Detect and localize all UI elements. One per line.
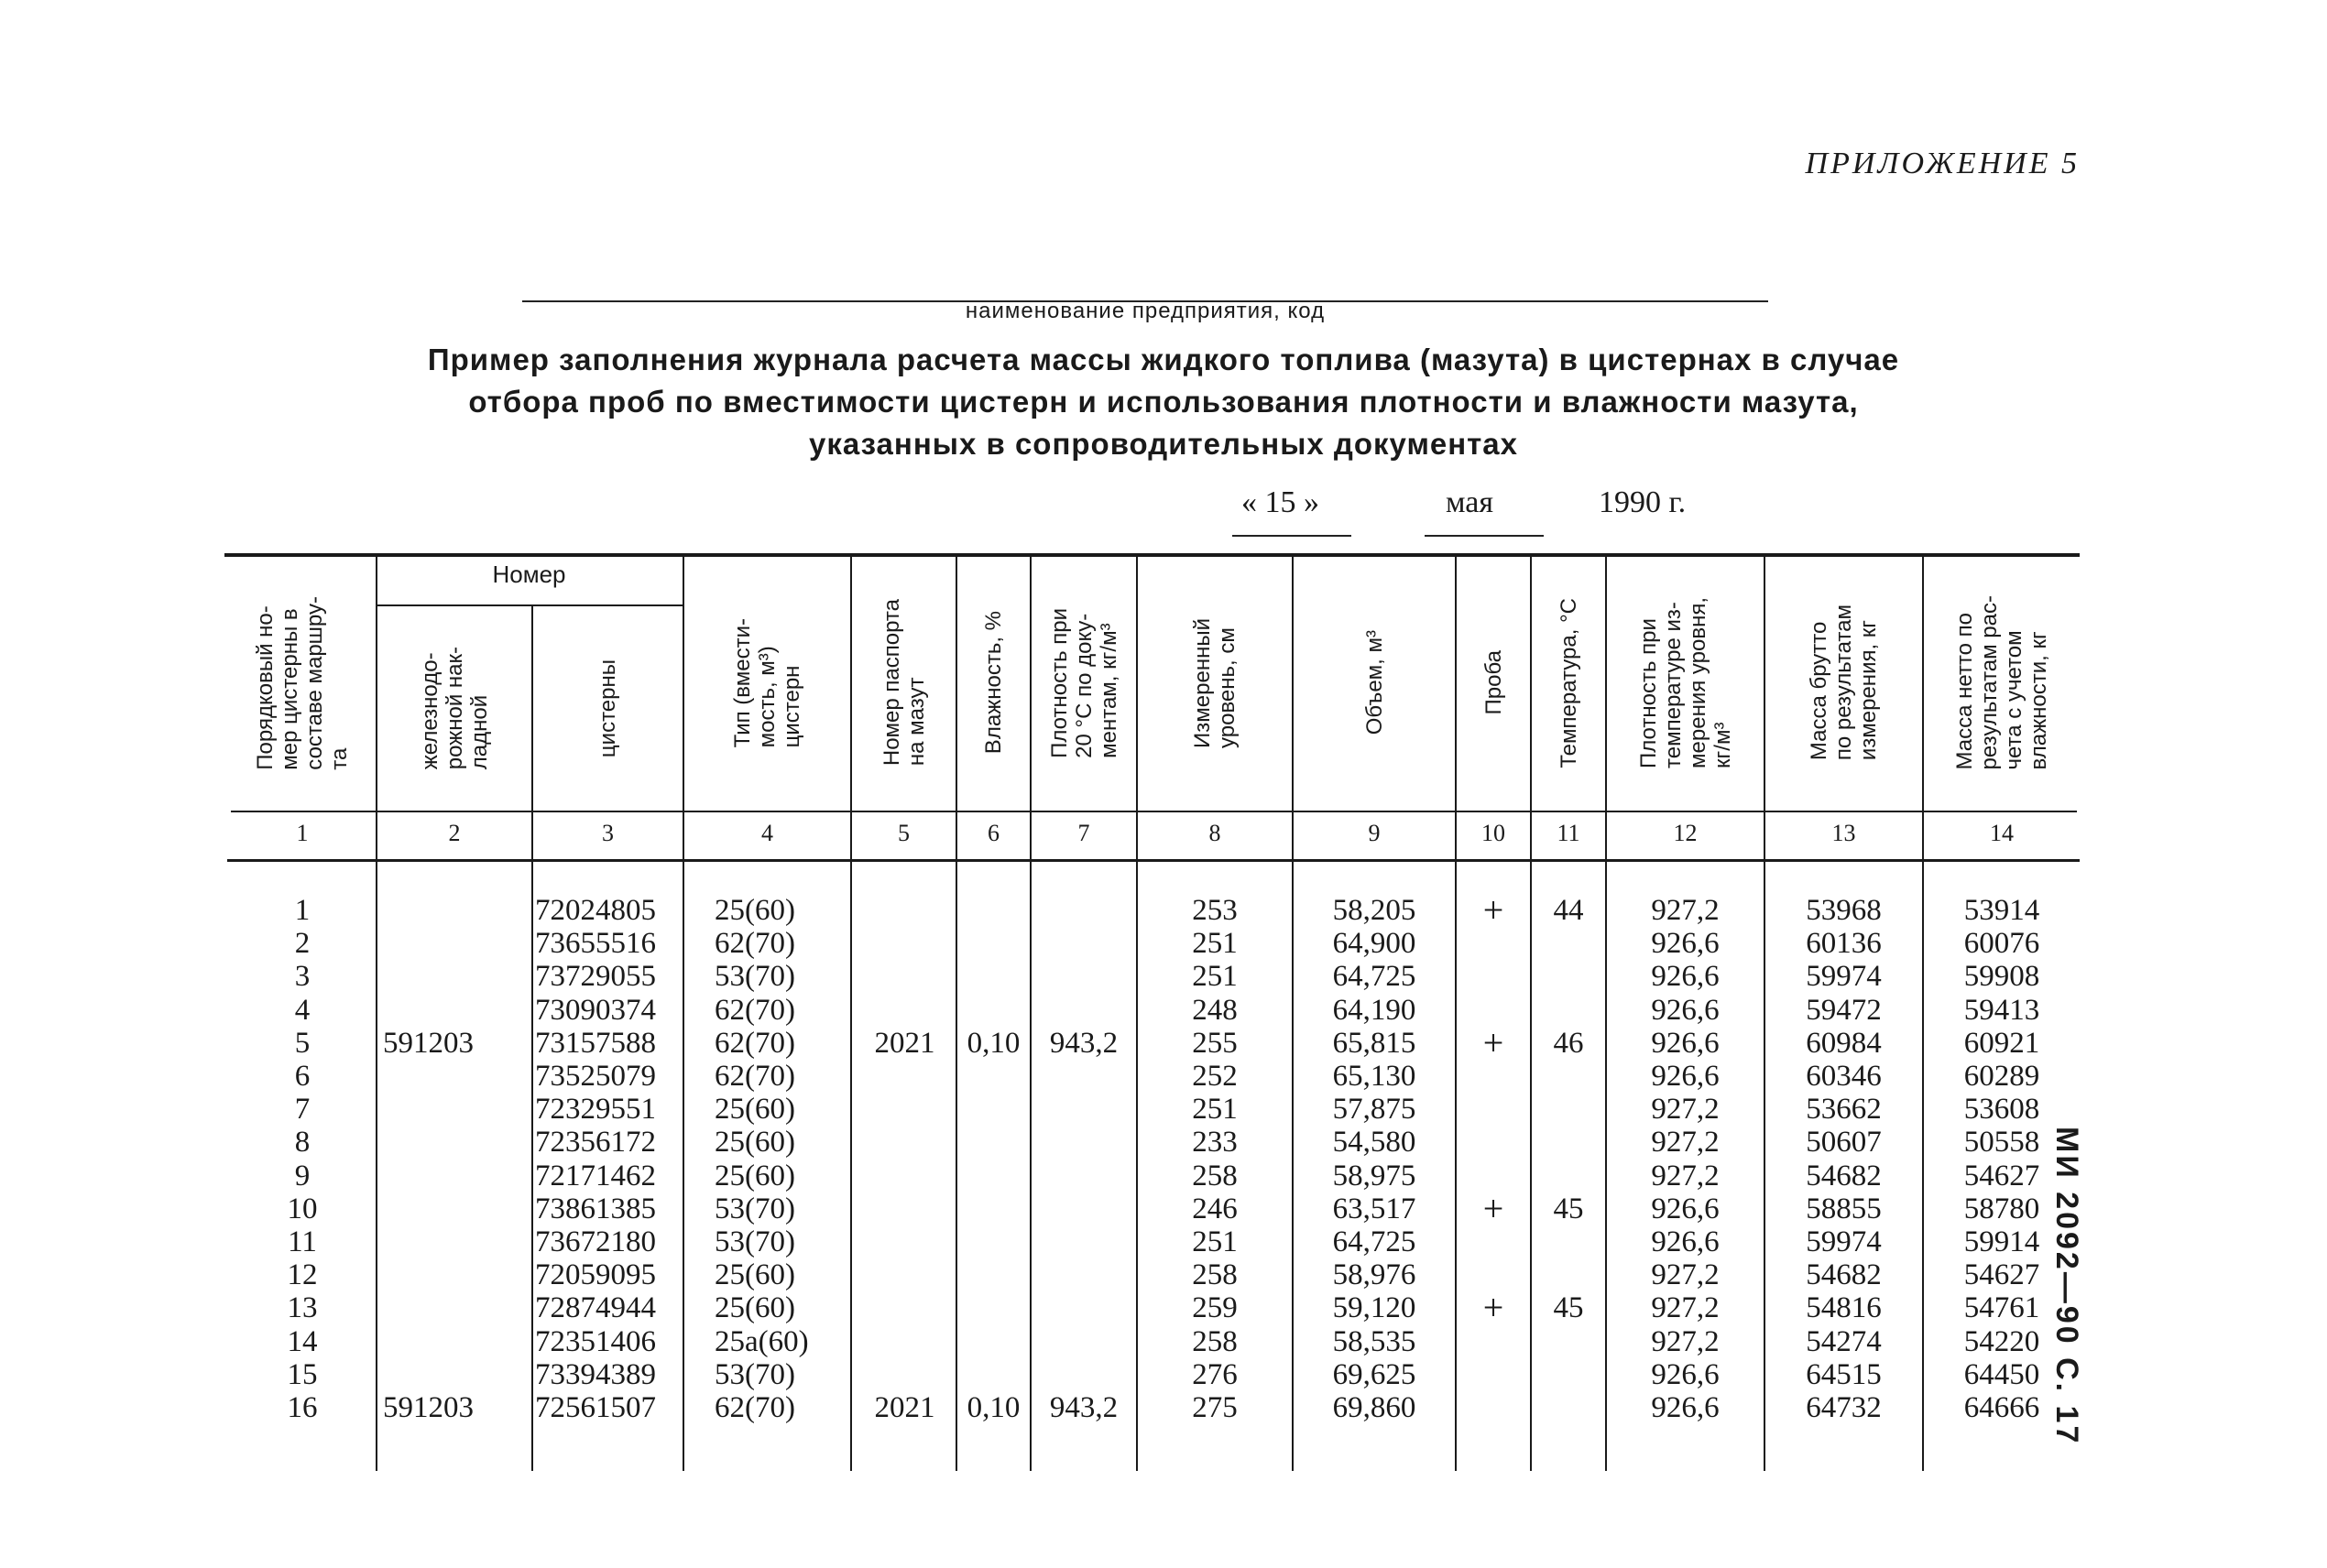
table-cell-dens-meas: 926,6 xyxy=(1651,1357,1720,1391)
table-cell-gross: 54682 xyxy=(1806,1258,1882,1292)
table-cell-tank: 73655516 xyxy=(535,927,656,961)
column-header-4: Тип (вмести- мость, м³) цистерн xyxy=(730,617,804,748)
table-cell-tank: 73525079 xyxy=(535,1060,656,1093)
table-cell-dens-meas: 926,6 xyxy=(1651,1060,1720,1093)
table-cell-dens-meas: 927,2 xyxy=(1651,894,1720,927)
table-cell-tank: 72351406 xyxy=(535,1324,656,1358)
table-cell-dens-meas: 927,2 xyxy=(1651,1324,1720,1358)
table-cell-type: 62(70) xyxy=(715,993,795,1027)
table-cell-type: 25(60) xyxy=(715,1159,795,1192)
table-cell-gross: 59974 xyxy=(1806,960,1882,994)
table-cell-tank: 72874944 xyxy=(535,1291,656,1325)
table-cell-tank: 73729055 xyxy=(535,960,656,994)
table-cell-gross: 53662 xyxy=(1806,1093,1882,1127)
table-cell-dens-meas: 927,2 xyxy=(1651,1258,1720,1292)
table-cell-level: 248 xyxy=(1192,993,1238,1027)
table-cell-temp: 45 xyxy=(1553,1192,1584,1225)
table-cell-level: 252 xyxy=(1192,1060,1238,1093)
table-cell-volume: 69,625 xyxy=(1332,1357,1416,1391)
table-cell-dens-meas: 927,2 xyxy=(1651,1093,1720,1127)
column-number-5: 5 xyxy=(898,820,910,846)
table-cell-n: 10 xyxy=(287,1192,318,1225)
table-cell-level: 258 xyxy=(1192,1159,1238,1192)
table-cell-type: 62(70) xyxy=(715,1060,795,1093)
table-cell-type: 25(60) xyxy=(715,1126,795,1160)
table-cell-net: 60921 xyxy=(1963,1026,2040,1060)
table-cell-volume: 64,900 xyxy=(1332,927,1416,961)
table-cell-waybill: 591203 xyxy=(383,1391,474,1424)
table-cell-volume: 65,815 xyxy=(1332,1026,1416,1060)
table-cell-type: 62(70) xyxy=(715,1391,795,1424)
table-cell-waybill: 591203 xyxy=(383,1026,474,1060)
column-number-2: 2 xyxy=(448,820,461,846)
table-cell-n: 11 xyxy=(288,1225,317,1258)
table-cell-tank: 72329551 xyxy=(535,1093,656,1127)
column-header-5: Номер паспорта на мазут xyxy=(879,599,929,767)
table-cell-gross: 60346 xyxy=(1806,1060,1882,1093)
date-month-underline xyxy=(1425,535,1544,537)
table-cell-n: 1 xyxy=(294,894,311,927)
table-cell-net: 54220 xyxy=(1963,1324,2040,1358)
table-cell-net: 54627 xyxy=(1963,1258,2040,1292)
column-header-1: Порядковый но- мер цистерны в составе маршру- та xyxy=(253,595,352,770)
table-cell-temp: 45 xyxy=(1553,1291,1584,1325)
table-cell-type: 25а(60) xyxy=(715,1324,809,1358)
date-month: мая xyxy=(1446,485,1494,519)
table-cell-n: 3 xyxy=(294,960,311,994)
table-cell-volume: 63,517 xyxy=(1332,1192,1416,1225)
table-cell-n: 16 xyxy=(287,1391,318,1424)
table-cell-level: 255 xyxy=(1192,1026,1238,1060)
table-cell-net: 58780 xyxy=(1963,1192,2040,1225)
table-cell-net: 54761 xyxy=(1963,1291,2040,1325)
column-number-9: 9 xyxy=(1368,820,1381,846)
table-cell-level: 258 xyxy=(1192,1324,1238,1358)
table-cell-level: 275 xyxy=(1192,1391,1238,1424)
table-cell-volume: 58,976 xyxy=(1332,1258,1416,1292)
table-cell-n: 8 xyxy=(294,1126,311,1160)
table-cell-net: 59413 xyxy=(1963,993,2040,1027)
table-cell-sample: + xyxy=(1482,1287,1504,1329)
table-cell-passport: 2021 xyxy=(874,1026,935,1060)
title-line-3: указанных в сопроводительных документах xyxy=(808,427,1519,461)
table-cell-tank: 72356172 xyxy=(535,1126,656,1160)
table-cell-type: 53(70) xyxy=(715,960,795,994)
table-cell-temp: 46 xyxy=(1553,1026,1584,1060)
table-cell-net: 54627 xyxy=(1963,1159,2040,1192)
table-cell-sample: + xyxy=(1482,889,1504,931)
table-cell-level: 233 xyxy=(1192,1126,1238,1160)
table-cell-level: 251 xyxy=(1192,927,1238,961)
table-cell-gross: 60984 xyxy=(1806,1026,1882,1060)
table-cell-n: 14 xyxy=(287,1324,318,1358)
table-cell-level: 253 xyxy=(1192,894,1238,927)
table-cell-dens-meas: 926,6 xyxy=(1651,960,1720,994)
table-cell-n: 6 xyxy=(294,1060,311,1093)
table-cell-gross: 64515 xyxy=(1806,1357,1882,1391)
column-number-7: 7 xyxy=(1077,820,1090,846)
document-title xyxy=(348,339,1979,465)
table-cell-volume: 57,875 xyxy=(1332,1093,1416,1127)
table-cell-gross: 53968 xyxy=(1806,894,1882,927)
table-cell-type: 53(70) xyxy=(715,1357,795,1391)
table-cell-dens-meas: 926,6 xyxy=(1651,1192,1720,1225)
table-cell-level: 251 xyxy=(1192,1225,1238,1258)
column-number-8: 8 xyxy=(1208,820,1221,846)
table-cell-type: 62(70) xyxy=(715,1026,795,1060)
table-cell-gross: 59974 xyxy=(1806,1225,1882,1258)
table-cell-type: 62(70) xyxy=(715,927,795,961)
date-day-underline xyxy=(1232,535,1351,537)
table-cell-tank: 72561507 xyxy=(535,1391,656,1424)
table-cell-tank: 72024805 xyxy=(535,894,656,927)
table-cell-level: 251 xyxy=(1192,960,1238,994)
table-cell-n: 9 xyxy=(294,1159,311,1192)
table-cell-type: 25(60) xyxy=(715,894,795,927)
table-cell-volume: 64,725 xyxy=(1332,960,1416,994)
table-cell-dens-doc: 943,2 xyxy=(1049,1391,1119,1424)
table-cell-tank: 73672180 xyxy=(535,1225,656,1258)
column-header-9: Объем, м³ xyxy=(1361,630,1387,735)
table-cell-net: 53608 xyxy=(1963,1093,2040,1127)
table-cell-gross: 64732 xyxy=(1806,1391,1882,1424)
table-cell-volume: 54,580 xyxy=(1332,1126,1416,1160)
column-header-8: Измеренный уровень, см xyxy=(1190,617,1240,748)
table-cell-dens-meas: 926,6 xyxy=(1651,1026,1720,1060)
table-cell-volume: 59,120 xyxy=(1332,1291,1416,1325)
table-cell-level: 258 xyxy=(1192,1258,1238,1292)
table-cell-dens-meas: 927,2 xyxy=(1651,1291,1720,1325)
table-cell-tank: 72171462 xyxy=(535,1159,656,1192)
table-cell-n: 12 xyxy=(287,1258,318,1292)
table-cell-level: 251 xyxy=(1192,1093,1238,1127)
table-cell-level: 276 xyxy=(1192,1357,1238,1391)
date-day: « 15 » xyxy=(1241,485,1319,519)
table-cell-passport: 2021 xyxy=(874,1391,935,1424)
table-cell-tank: 73157588 xyxy=(535,1026,656,1060)
table-cell-dens-meas: 926,6 xyxy=(1651,927,1720,961)
table-cell-n: 13 xyxy=(287,1291,318,1325)
column-header-11: Температура, °С xyxy=(1556,597,1581,768)
table-cell-type: 53(70) xyxy=(715,1225,795,1258)
column-header-6: Влажность, % xyxy=(981,611,1006,755)
column-header-7: Плотность при 20 °С по доку- ментам, кг/м³ xyxy=(1046,607,1121,758)
table-cell-volume: 69,860 xyxy=(1332,1391,1416,1424)
table-cell-level: 259 xyxy=(1192,1291,1238,1325)
table-cell-type: 53(70) xyxy=(715,1192,795,1225)
column-number-1: 1 xyxy=(296,820,309,846)
table-cell-n: 2 xyxy=(294,927,311,961)
table-cell-sample: + xyxy=(1482,1187,1504,1229)
column-header-10: Проба xyxy=(1480,650,1506,715)
table-cell-n: 4 xyxy=(294,993,311,1027)
table-cell-temp: 44 xyxy=(1553,894,1584,927)
column-number-13: 13 xyxy=(1831,820,1856,846)
table-cell-net: 64450 xyxy=(1963,1357,2040,1391)
table-cell-dens-meas: 927,2 xyxy=(1651,1126,1720,1160)
column-number-12: 12 xyxy=(1673,820,1698,846)
column-header-14: Масса нетто по результатам рас- чета с учетом влажности, кг xyxy=(1952,595,2051,770)
table-cell-volume: 58,535 xyxy=(1332,1324,1416,1358)
table-cell-gross: 54816 xyxy=(1806,1291,1882,1325)
table-cell-dens-meas: 926,6 xyxy=(1651,1391,1720,1424)
table-cell-net: 64666 xyxy=(1963,1391,2040,1424)
table-cell-tank: 72059095 xyxy=(535,1258,656,1292)
table-cell-net: 60289 xyxy=(1963,1060,2040,1093)
organization-caption: наименование предприятия, код xyxy=(965,299,1326,323)
title-line-2: отбора проб по вместимости цистерн и использования плотности и влажности мазута, xyxy=(468,385,1859,419)
column-header-13: Масса брутто по результатам измерения, кг xyxy=(1807,604,1881,761)
table-cell-level: 246 xyxy=(1192,1192,1238,1225)
table-cell-moisture: 0,10 xyxy=(967,1026,1021,1060)
column-header-3: цистерны xyxy=(595,659,620,758)
table-cell-volume: 64,725 xyxy=(1332,1225,1416,1258)
table-cell-type: 25(60) xyxy=(715,1291,795,1325)
table-cell-n: 5 xyxy=(294,1026,311,1060)
date-year: 1990 г. xyxy=(1599,485,1687,519)
table-cell-tank: 73090374 xyxy=(535,993,656,1027)
column-number-3: 3 xyxy=(602,820,614,846)
table-cell-type: 25(60) xyxy=(715,1258,795,1292)
table-cell-net: 50558 xyxy=(1963,1126,2040,1160)
group-header-number: Номер xyxy=(492,561,566,588)
title-line-1: Пример заполнения журнала расчета массы жидкого топлива (мазута) в цистернах в случае xyxy=(427,343,1900,376)
table-cell-volume: 58,205 xyxy=(1332,894,1416,927)
column-number-6: 6 xyxy=(988,820,1000,846)
column-number-4: 4 xyxy=(761,820,773,846)
table-cell-volume: 58,975 xyxy=(1332,1159,1416,1192)
table-cell-dens-meas: 926,6 xyxy=(1651,1225,1720,1258)
table-cell-gross: 50607 xyxy=(1806,1126,1882,1160)
table-cell-dens-meas: 926,6 xyxy=(1651,993,1720,1027)
page-marker: МИ 2092—90 С. 17 xyxy=(2049,1127,2084,1446)
table-cell-n: 15 xyxy=(287,1357,318,1391)
column-number-14: 14 xyxy=(1990,820,2014,846)
table-cell-net: 53914 xyxy=(1963,894,2040,927)
table-cell-gross: 54682 xyxy=(1806,1159,1882,1192)
table-cell-volume: 65,130 xyxy=(1332,1060,1416,1093)
table-cell-gross: 54274 xyxy=(1806,1324,1882,1358)
table-cell-n: 7 xyxy=(294,1093,311,1127)
column-number-11: 11 xyxy=(1557,820,1580,846)
table-cell-volume: 64,190 xyxy=(1332,993,1416,1027)
table-cell-sample: + xyxy=(1482,1021,1504,1063)
column-header-2: железнодо- рожной нак- ладной xyxy=(417,647,492,770)
table-cell-gross: 60136 xyxy=(1806,927,1882,961)
table-cell-dens-meas: 927,2 xyxy=(1651,1159,1720,1192)
table-cell-moisture: 0,10 xyxy=(967,1391,1021,1424)
column-number-10: 10 xyxy=(1481,820,1505,846)
table-cell-net: 60076 xyxy=(1963,927,2040,961)
column-header-12: Плотность при температуре из- мерения уровня, кг/м³ xyxy=(1635,597,1735,768)
appendix-label: ПРИЛОЖЕНИЕ 5 xyxy=(1805,147,2080,180)
table-cell-type: 25(60) xyxy=(715,1093,795,1127)
table-cell-gross: 59472 xyxy=(1806,993,1882,1027)
table-cell-gross: 58855 xyxy=(1806,1192,1882,1225)
table-cell-net: 59914 xyxy=(1963,1225,2040,1258)
table-cell-dens-doc: 943,2 xyxy=(1049,1026,1119,1060)
table-cell-tank: 73394389 xyxy=(535,1357,656,1391)
table-cell-tank: 73861385 xyxy=(535,1192,656,1225)
table-cell-net: 59908 xyxy=(1963,960,2040,994)
